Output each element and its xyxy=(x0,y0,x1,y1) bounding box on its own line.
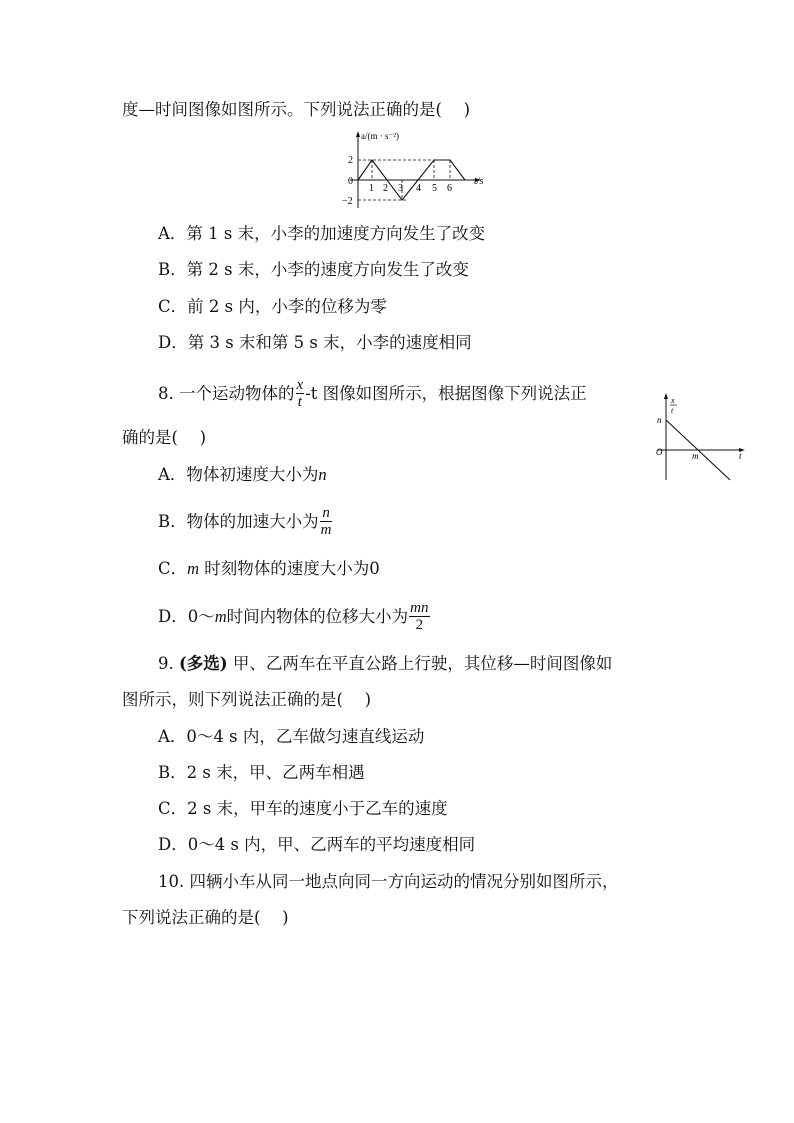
q8-option-b-num: n xyxy=(322,505,330,521)
q7-graph-y-tick: −2 xyxy=(342,196,353,207)
q8-frac-den: t xyxy=(297,394,302,410)
q7-graph-x-tick: 6 xyxy=(447,183,452,194)
q8-option-d-num: mn xyxy=(410,600,429,616)
q8-stem-fraction xyxy=(296,378,305,410)
q8-option-c-pre: C． xyxy=(158,559,188,578)
q7-stem-tail: 度—时间图像如图所示。下列说法正确的是( ) xyxy=(122,100,471,119)
q8-prefix: 8. 一个运动物体的 xyxy=(158,384,295,403)
q10-stem-line2: 下列说法正确的是( ) xyxy=(122,908,289,927)
q8-frac-num: x xyxy=(296,377,304,393)
q7-graph-x-tick: 3 xyxy=(398,183,403,194)
q8-option-a-text: A．物体初速度大小为 xyxy=(158,465,319,484)
q7-graph-x-tick: 1 xyxy=(369,183,374,194)
q8-suffix: -t 图像如图所示，根据图像下列说法正 xyxy=(305,384,587,403)
q8-graph-y-den: t xyxy=(671,406,674,415)
q7-option-c: C．前 2 s 内，小李的位移为零 xyxy=(158,297,387,316)
q9-tag: (多选) xyxy=(179,654,228,673)
q8-option-c xyxy=(158,559,380,579)
q8-option-b-den: m xyxy=(320,522,332,538)
q8-option-a-var: n xyxy=(318,465,327,484)
q8-option-d-pre: D．0～ xyxy=(158,607,215,626)
q8-graph-n-label: n xyxy=(657,415,662,425)
q8-option-d-den: 2 xyxy=(415,617,424,633)
q7-graph-x-label: t/s xyxy=(474,176,484,187)
q8-option-a xyxy=(158,465,327,485)
q7-acceleration-graph xyxy=(328,128,488,210)
q7-graph-x-tick: 5 xyxy=(432,183,437,194)
q8-option-b-text: B．物体的加速大小为 xyxy=(158,512,319,531)
q7-graph-y-tick: 2 xyxy=(348,155,353,166)
q8-option-d-text: 时间内物体的位移大小为 xyxy=(226,607,409,626)
q8-option-b xyxy=(158,500,333,544)
q8-graph-origin-label: O xyxy=(656,447,663,457)
q10-stem-line1: 10. 四辆小车从同一地点向同一方向运动的情况分别如图所示， xyxy=(158,872,619,891)
q9-option-d: D．0～4 s 内，甲、乙两车的平均速度相同 xyxy=(158,835,476,854)
q8-graph-y-num: x xyxy=(671,396,675,405)
q7-graph-y-label: a/(m · s⁻²) xyxy=(361,131,399,141)
q8-stem-line2: 确的是( ) xyxy=(122,428,207,447)
q7-graph-x-tick: 4 xyxy=(416,183,421,194)
q9-stem-line2: 图所示，则下列说法正确的是( ) xyxy=(122,690,372,709)
q9-stem1: 甲、乙两车在平直公路上行驶，其位移—时间图像如 xyxy=(227,654,613,673)
q9-number: 9. xyxy=(158,654,179,673)
q8-option-d xyxy=(158,594,431,640)
q8-option-c-text: 时刻物体的速度大小为0 xyxy=(199,559,380,578)
q8-option-d-fraction xyxy=(409,601,429,633)
q7-option-d: D．第 3 s 末和第 5 s 末，小李的速度相同 xyxy=(158,333,472,352)
q9-stem-line1 xyxy=(158,654,612,674)
q9-option-a: A．0～4 s 内，乙车做匀速直线运动 xyxy=(158,727,425,746)
q7-graph-x-tick: 2 xyxy=(383,183,388,194)
q8-graph-t-label: t xyxy=(739,451,742,461)
q9-option-c: C．2 s 末，甲车的速度小于乙车的速度 xyxy=(158,799,448,818)
q8-option-b-fraction xyxy=(320,506,333,538)
q8-xt-graph xyxy=(652,392,748,488)
q8-option-d-var: m xyxy=(214,607,227,626)
q7-option-b: B．第 2 s 末，小李的速度方向发生了改变 xyxy=(158,260,469,279)
q8-stem-line1 xyxy=(158,372,587,416)
q7-option-a: A．第 1 s 末，小李的加速度方向发生了改变 xyxy=(158,224,486,243)
q8-option-c-var: m xyxy=(187,559,200,578)
q7-graph-y-tick: 0 xyxy=(348,176,353,187)
q8-graph-m-label: m xyxy=(692,451,699,461)
q9-option-b: B．2 s 末，甲、乙两车相遇 xyxy=(158,763,365,782)
